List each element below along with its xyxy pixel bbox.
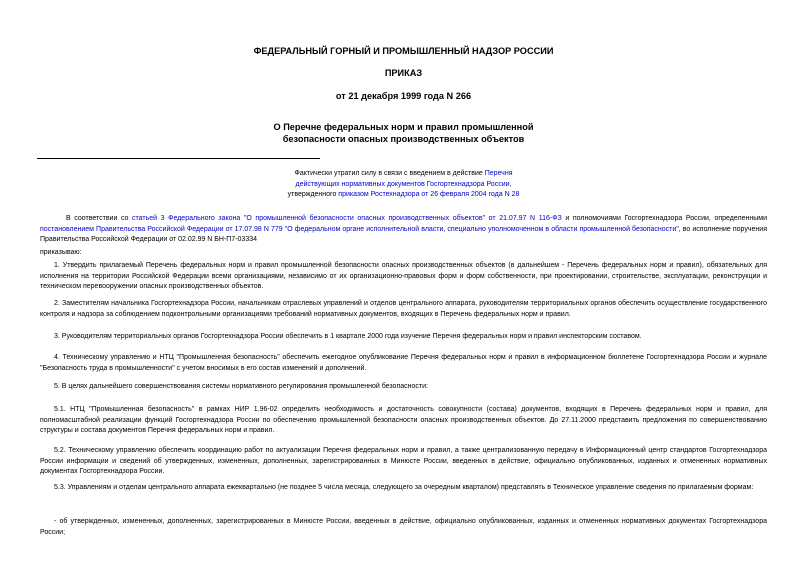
divider (37, 158, 320, 159)
paragraph-5-1: 5.1. НТЦ "Промышленная безопасность" в рамках НИР 1.96-02 определить необходимость и достаточность совокупности (состава) документов, входящих в Перечень федеральных норм и правил, для полномасштабной реализации функций Госгортехнадзора России по обеспечению промышленной безопасности опасных производственных объектов. До 27.11.2000 представить предложения по совершенствованию структуры и состава документов Перечня федеральных норм и правил. (40, 406, 767, 435)
status-note-line-3 (0, 190, 807, 201)
paragraph-5-3-item: - об утвержденных, измененных, дополненных, зарегистрированных в Минюсте России, введенных в действие, официально опубликованных, изданных и отмененных нормативных документах Госгортехнадзора России; (40, 518, 767, 536)
status-note-line-2 (0, 180, 807, 191)
status-note-line-1 (0, 169, 807, 180)
intro-paragraph (40, 214, 767, 246)
status-note-text-1: Фактически утратил силу в связи с введением в действие (294, 170, 485, 177)
intro-text-3: , во исполнение поручения Правительства Российской Федерации от 02.02.99 N БН-П7-03334 (40, 225, 767, 244)
paragraph-1: 1. Утвердить прилагаемый Перечень федеральных норм и правил промышленной безопасности опасных производственных объектов (в дальнейшем - Перечень федеральных норм и правил), обязательных для исполнения на территории Российской Федерации всеми организациями, независимо от их организационно-правовых форм и форм собственности, при проектировании, строительстве, эксплуатации, реконструкции и техническом перевооружении опасных производственных объектов. (40, 262, 767, 291)
status-note (0, 169, 807, 201)
paragraph-4: 4. Техническому управлению и НТЦ "Промышленная безопасность" обеспечить ежегодное опубликование Перечня федеральных норм и правил в информационном бюллетене Госгортехнадзора России и журнале "Безопасность труда в промышленности" с учетом вносимых в его состав изменений и дополнений. (40, 354, 767, 372)
document-title (0, 121, 807, 145)
status-note-text-3: утвержденного (287, 191, 339, 198)
order-word: приказываю: (40, 249, 82, 256)
list-link-cont[interactable]: действующих нормативных документов Госгортехнадзора России, (295, 180, 512, 188)
title-line-1: О Перечне федеральных норм и правил промышленной (273, 122, 534, 132)
paragraph-5: 5. В целях дальнейшего совершенствования системы нормативного регулирования промышленной безопасности: (54, 383, 428, 390)
agency-heading: ФЕДЕРАЛЬНЫЙ ГОРНЫЙ И ПРОМЫШЛЕННЫЙ НАДЗОР РОССИИ (253, 46, 554, 56)
intro-text-1: В соответствии со (66, 215, 133, 222)
paragraph-2: 2. Заместителям начальника Госгортехнадзора России, начальникам отраслевых управлений и отделов центрального аппарата, руководителям территориальных органов обеспечить осуществление государственного контроля и надзора за соблюдением подконтрольными организациями требований нормативных документов, входящих в Перечень федеральных норм и правил. (40, 300, 767, 318)
decree-link[interactable]: постановлением Правительства Российской Федерации от 17.07.98 N 779 "О федеральном органе исполнительной власти, специально уполномоченном в области промышленной безопасности" (40, 225, 679, 233)
list-link[interactable]: Перечня (484, 170, 513, 177)
paragraph-3: 3. Руководителям территориальных органов Госгортехнадзора России обеспечить в 1 квартале 2000 года изучение Перечня федеральных норм и правил инспекторским составом. (54, 333, 642, 340)
paragraph-5-2: 5.2. Техническому управлению обеспечить координацию работ по актуализации Перечня федеральных норм и правил, а также централизованную передачу в Информационный центр стандартов Госгортехнадзора России информации и сведений об утвержденных, измененных, дополненных, зарегистрированных в Минюсте России, введенных в действие, официально опубликованных, изданных и отмененных нормативных документах Госгортехнадзора России. (40, 447, 767, 476)
date-number-heading: от 21 декабря 1999 года N 266 (335, 91, 472, 101)
order-link[interactable]: приказом Ростехнадзора от 26 февраля 2004 года N 28 (338, 191, 520, 198)
paragraph-5-3: 5.3. Управлениям и отделам центрального аппарата ежеквартально (не позднее 5 числа месяца, следующего за очередным кварталом) представлять в Техническое управление сведения по прилагаемым формам: (54, 484, 754, 491)
title-line-2: безопасности опасных производственных объектов (282, 134, 525, 144)
law-link[interactable]: статьей 3 Федерального закона "О промышленной безопасности опасных производственных объектов" от 21.07.97 N 116-ФЗ (132, 215, 562, 222)
intro-text-2: и полномочиями Госгортехнадзора России, определенными (561, 215, 767, 222)
document-type-heading: ПРИКАЗ (384, 68, 423, 78)
